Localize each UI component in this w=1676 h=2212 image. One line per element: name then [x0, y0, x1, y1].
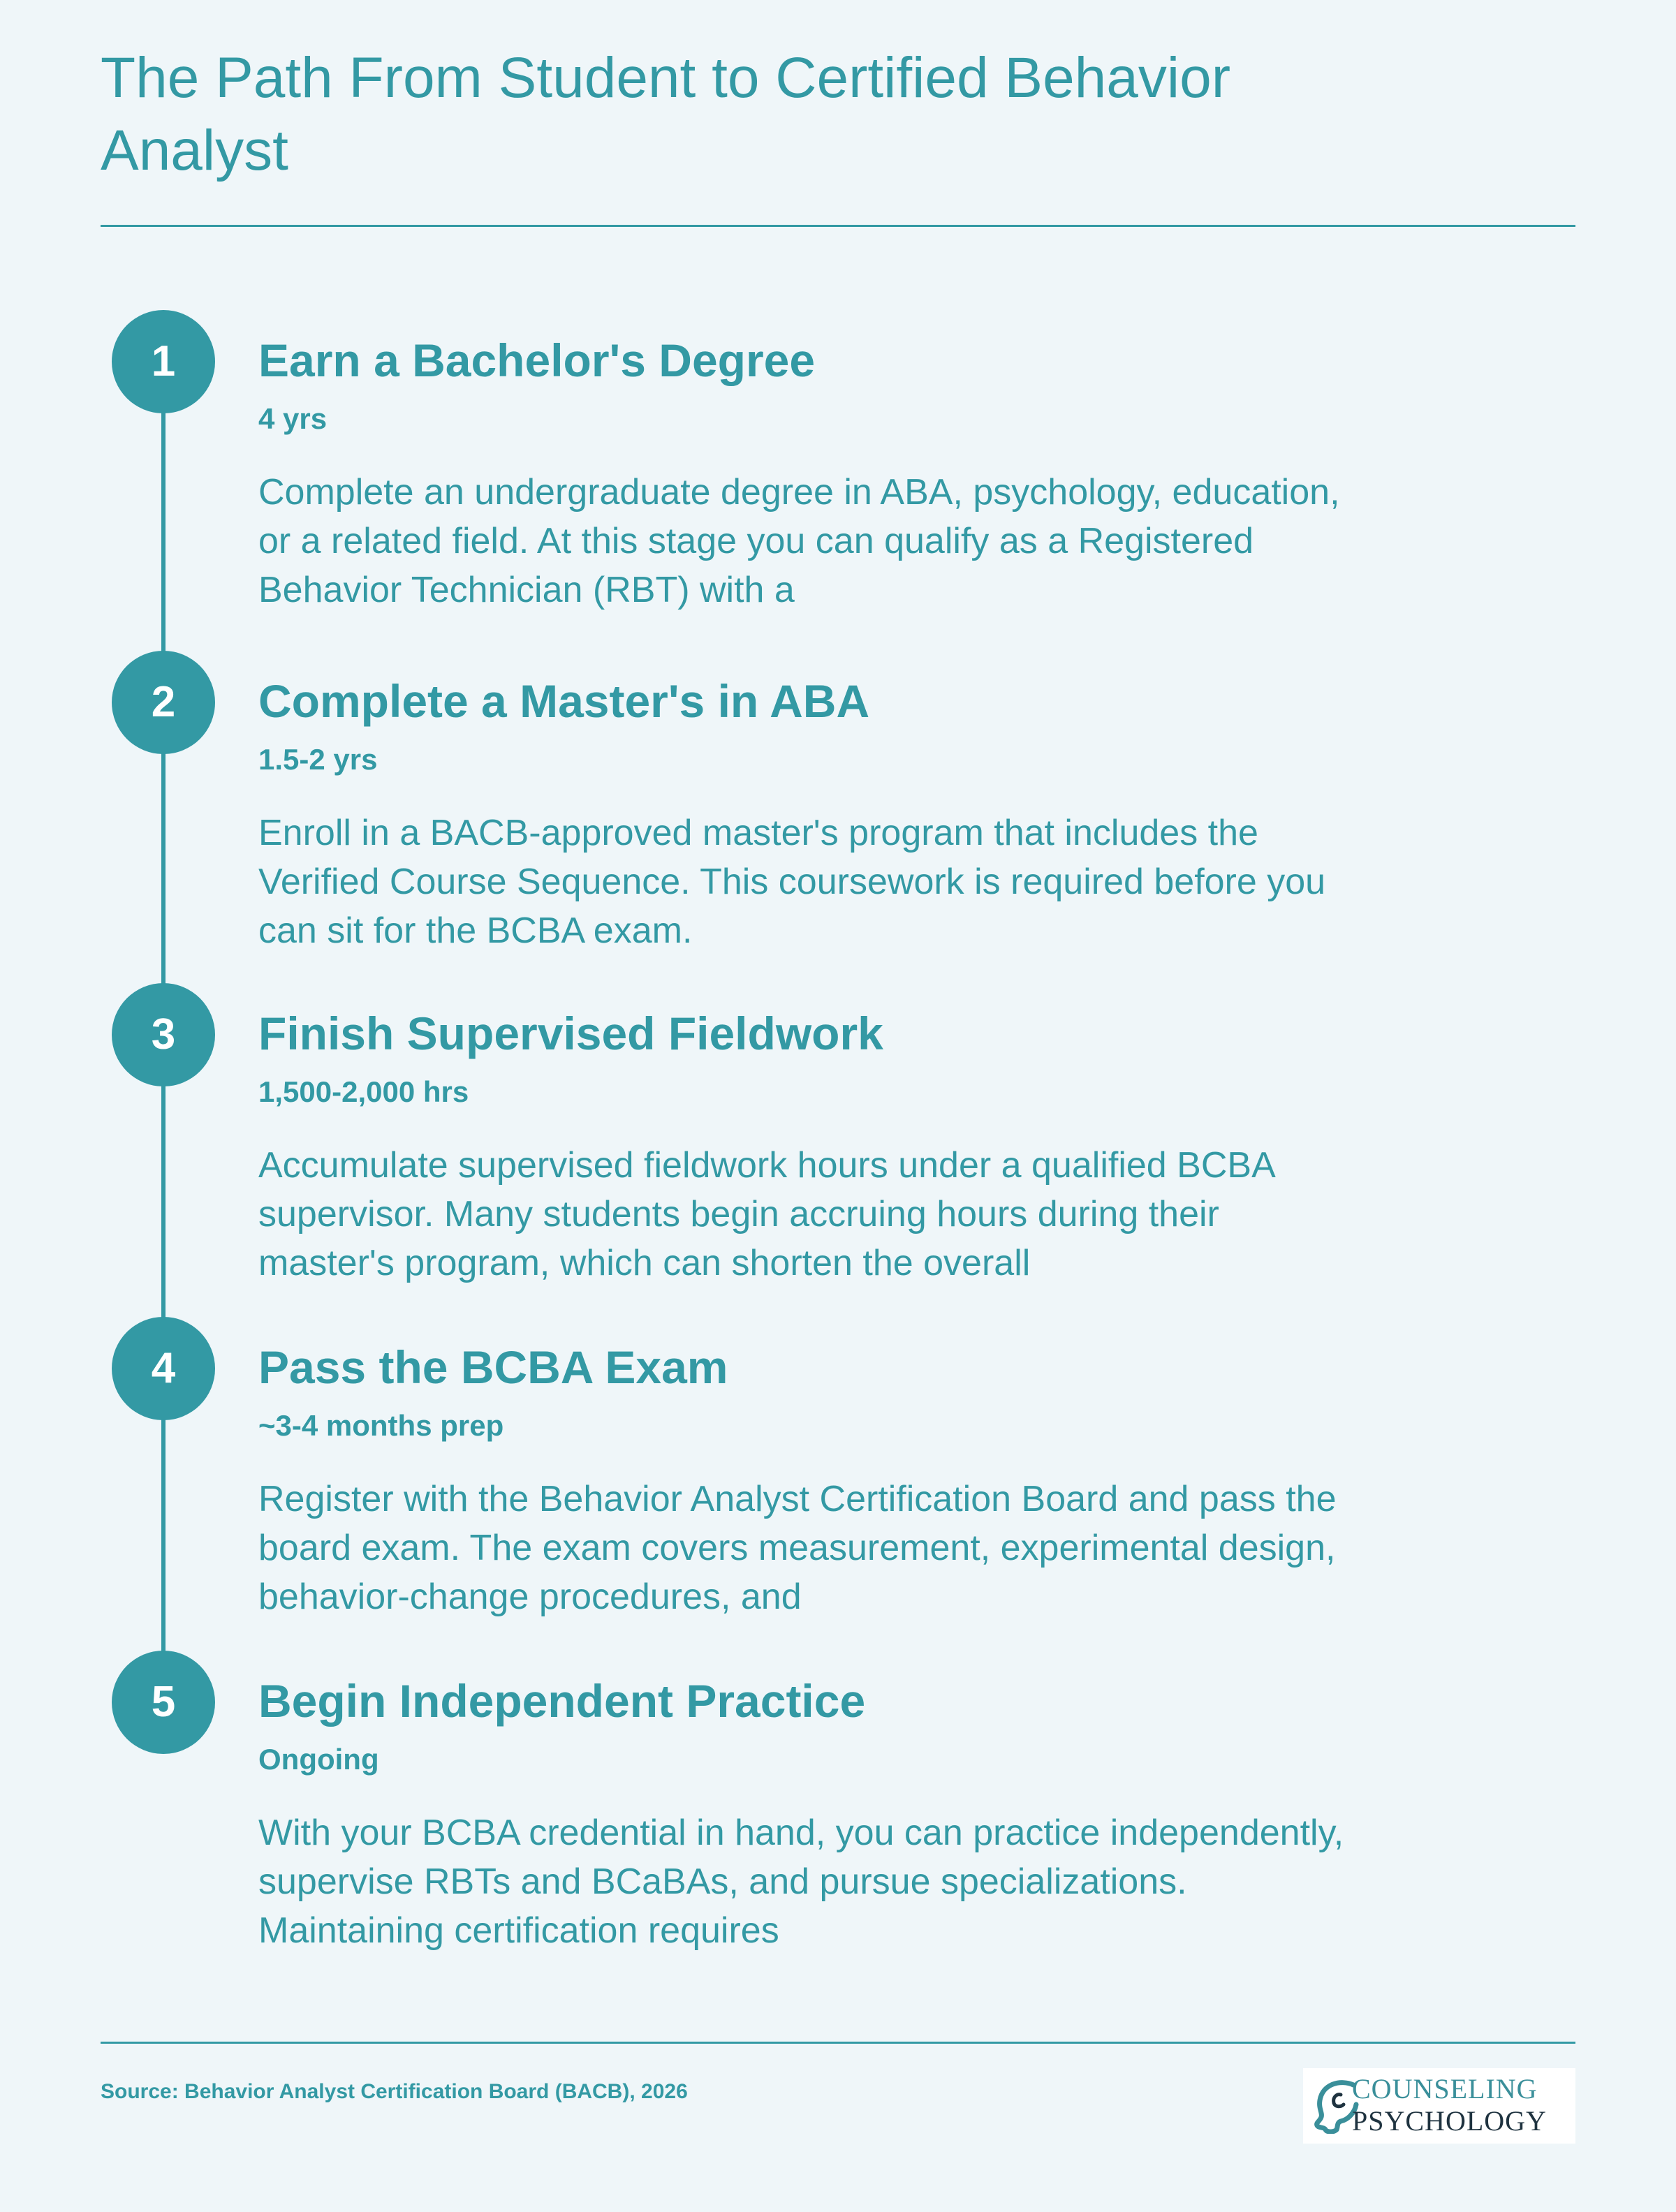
- logo-text-line1: COUNSELING: [1352, 2073, 1538, 2104]
- step-number-badge: 2: [112, 651, 215, 754]
- step-description: Enroll in a BACB-approved master's program that includes the Verified Course Sequence. This coursework is required before you can sit for the BCBA exam.: [258, 813, 1326, 951]
- step-title: Finish Supervised Fieldwork: [258, 1008, 883, 1059]
- step-description: Register with the Behavior Analyst Certification Board and pass the board exam. The exam covers measurement, experimental design, behavior-change procedures, and: [258, 1479, 1337, 1617]
- step-description: Complete an undergraduate degree in ABA, psychology, education, or a related field. At this stage you can qualify as a Registered Behavior Technician (RBT) with a: [258, 472, 1340, 610]
- timeline-step-1: [0, 310, 1676, 617]
- brand-logo: [1303, 2068, 1575, 2144]
- footer-divider: [101, 2042, 1575, 2044]
- step-description: With your BCBA credential in hand, you can practice independently, supervise RBTs and BCaBAs, and pursue specializations. Maintaining certification requires: [258, 1813, 1344, 1951]
- timeline-step-5: [0, 1651, 1676, 1958]
- page-title: The Path From Student to Certified Behavior Analyst: [101, 46, 1231, 182]
- step-number-badge: 3: [112, 983, 215, 1086]
- step-duration: 4 yrs: [258, 402, 328, 435]
- step-duration: 1,500-2,000 hrs: [258, 1075, 469, 1108]
- timeline-step-2: [0, 651, 1676, 958]
- step-number-badge: 5: [112, 1651, 215, 1754]
- source-citation: Source: Behavior Analyst Certification Board (BACB), 2026: [101, 2080, 688, 2103]
- timeline-step-3: [0, 983, 1676, 1290]
- timeline-step-4: [0, 1317, 1676, 1624]
- step-duration: ~3-4 months prep: [258, 1409, 504, 1442]
- step-title: Complete a Master's in ABA: [258, 675, 870, 727]
- logo-text-line2: PSYCHOLOGY: [1352, 2105, 1547, 2137]
- step-title: Pass the BCBA Exam: [258, 1341, 728, 1393]
- step-duration: 1.5-2 yrs: [258, 743, 378, 776]
- step-title: Earn a Bachelor's Degree: [258, 334, 816, 386]
- title-divider: [101, 225, 1575, 227]
- step-description: Accumulate supervised fieldwork hours under a qualified BCBA supervisor. Many students begin accruing hours during their master's program, which can shorten the overall: [258, 1145, 1274, 1283]
- step-number-badge: 4: [112, 1317, 215, 1420]
- step-number-badge: 1: [112, 310, 215, 413]
- step-duration: Ongoing: [258, 1743, 379, 1776]
- step-title: Begin Independent Practice: [258, 1675, 866, 1727]
